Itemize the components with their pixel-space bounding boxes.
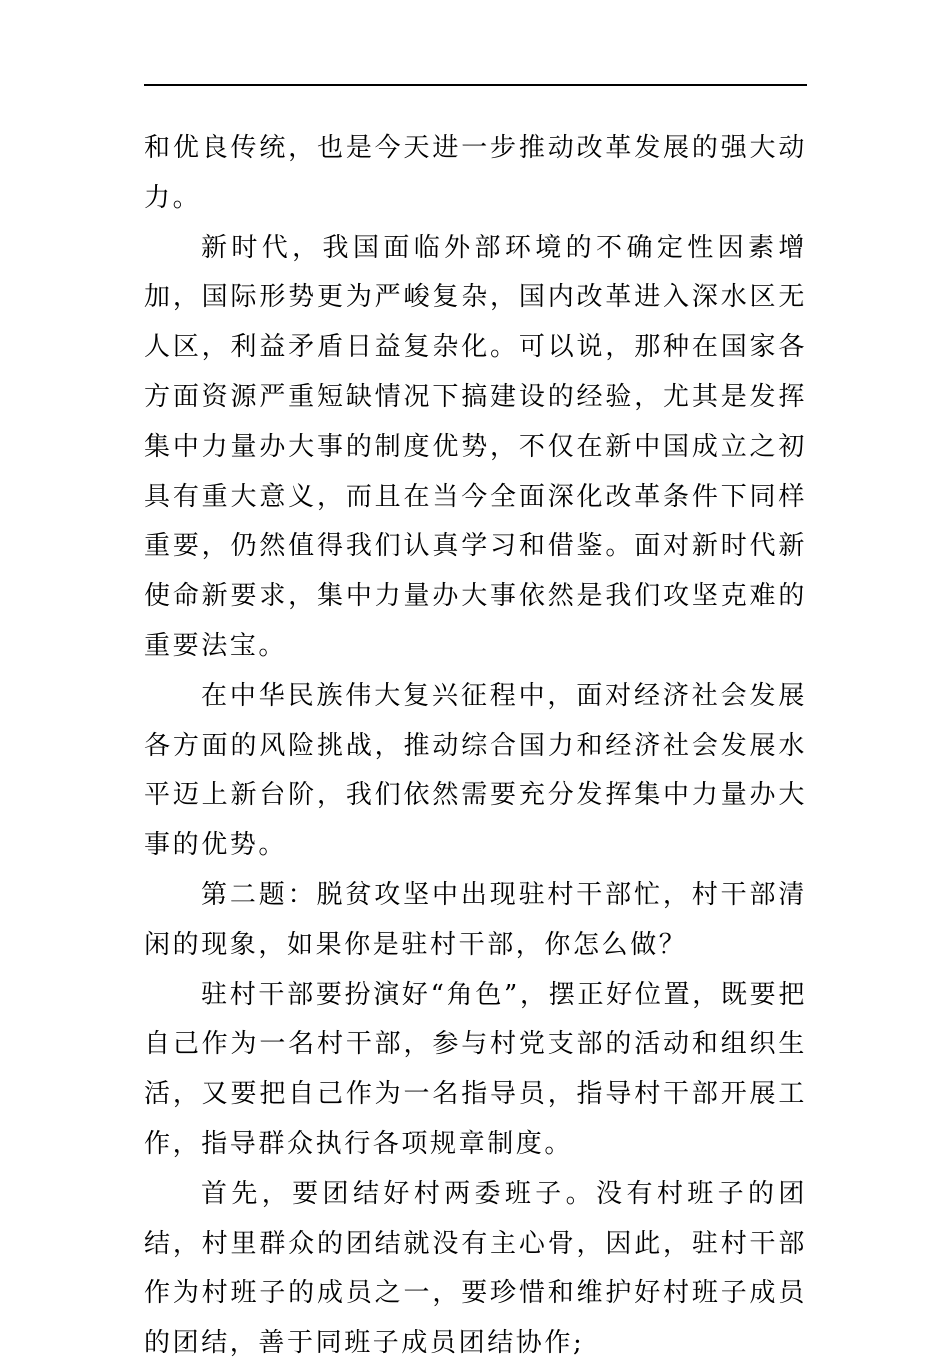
header-rule bbox=[144, 84, 807, 86]
paragraph-village-cadre-role: 驻村干部要扮演好“角色”，摆正好位置，既要把自己作为一名村干部，参与村党支部的活动和组织生活，又要把自己作为一名指导员，指导村干部开展工作，指导群众执行各项规章制度。 bbox=[144, 979, 807, 1159]
paragraph-question-two: 第二题：脱贫攻坚中出现驻村干部忙，村干部清闲的现象，如果你是驻村干部，你怎么做？ bbox=[144, 879, 807, 960]
paragraph-continuation: 和优良传统，也是今天进一步推动改革发展的强大动力。 bbox=[144, 133, 807, 213]
paragraph-first-unity: 首先，要团结好村两委班子。没有村班子的团结，村里群众的团结就没有主心骨，因此，驻村干部作为村班子的成员之一，要珍惜和维护好村班子成员的团结，善于同班子成员团结协作; bbox=[144, 1178, 807, 1359]
document-body bbox=[144, 124, 807, 1369]
paragraph-rejuvenation: 在中华民族伟大复兴征程中，面对经济社会发展各方面的风险挑战，推动综合国力和经济社会发展水平迈上新台阶，我们依然需要充分发挥集中力量办大事的优势。 bbox=[144, 680, 807, 861]
paragraph-new-era: 新时代，我国面临外部环境的不确定性因素增加，国际形势更为严峻复杂，国内改革进入深水区无人区，利益矛盾日益复杂化。可以说，那种在国家各方面资源严重短缺情况下搞建设的经验，尤其是发挥集中力量办大事的制度优势，不仅在新中国成立之初具有重大意义，而且在当今全面深化改革条件下同样重要，仍然值得我们认真学习和借鉴。面对新时代新使命新要求，集中力量办大事依然是我们攻坚克难的重要法宝。 bbox=[144, 232, 807, 661]
